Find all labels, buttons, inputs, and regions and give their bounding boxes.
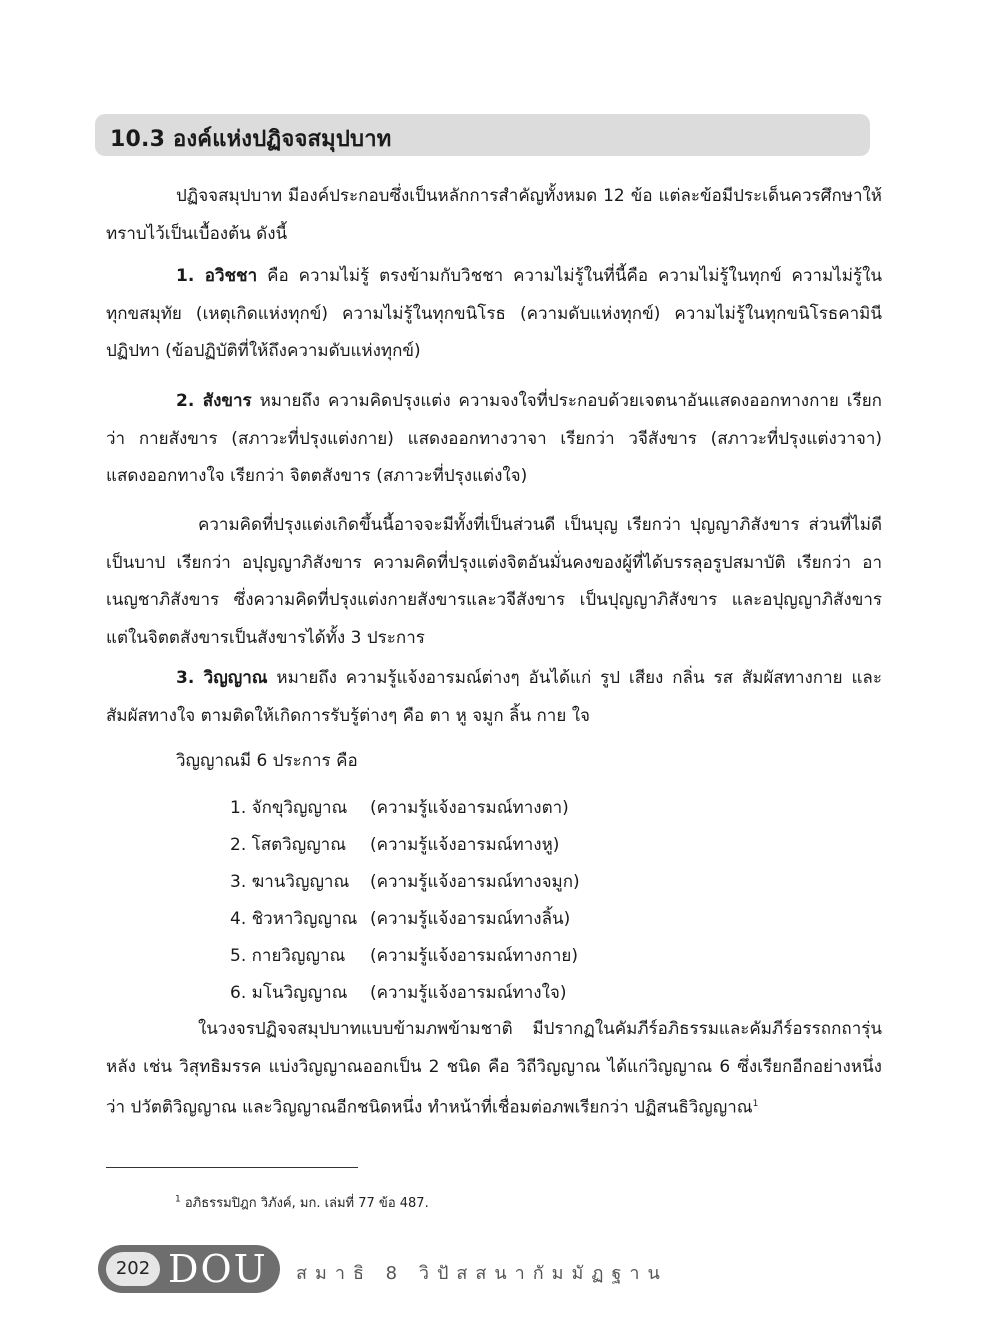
footnote [175, 1192, 429, 1213]
list-item [230, 866, 580, 898]
list-item-name: 4. ชิวหาวิญญาณ [230, 909, 358, 929]
item2-second-paragraph [106, 507, 882, 657]
list-item-name: 1. จักขุวิญญาณ [230, 798, 348, 818]
list-item-desc: (ความรู้แจ้งอารมณ์ทางใจ) [370, 983, 567, 1003]
list-item-desc: (ความรู้แจ้งอารมณ์ทางกาย) [370, 946, 579, 966]
list-item [230, 829, 559, 861]
list-item-desc: (ความรู้แจ้งอารมณ์ทางตา) [370, 798, 569, 818]
footnote-divider [106, 1167, 358, 1168]
list-item-desc: (ความรู้แจ้งอารมณ์ทางจมูก) [370, 872, 580, 892]
item2-text: หมายถึง ความคิดปรุงแต่ง ความจงใจที่ประกอบด้วยเจตนาอันแสดงออกทางกาย เรียกว่า กายสังขาร (สภาวะที่ปรุงแต่งกาย) แสดงออกทางวาจา เรียกว่า วจีสังขาร (สภาวะที่ปรุงแต่งวาจา) แสดงออกทางใจ เรียกว่า จิตตสังขาร (สภาวะที่ปรุงแต่งใจ) [106, 391, 882, 486]
list-item [230, 977, 566, 1009]
item3-paragraph [106, 660, 882, 735]
list-intro: วิญญาณมี 6 ประการ คือ [176, 751, 358, 771]
footnote-text: อภิธรรมปิฎก วิภังค์, มก. เล่มที่ 77 ข้อ 487. [180, 1196, 429, 1211]
list-item-name: 3. ฆานวิญญาณ [230, 872, 350, 892]
list-item-name: 6. มโนวิญญาณ [230, 983, 348, 1003]
item1-text: คือ ความไม่รู้ ตรงข้ามกับวิชชา ความไม่รู้ในที่นี้คือ ความไม่รู้ในทุกข์ ความไม่รู้ในทุกขสมุทัย (เหตุเกิดแห่งทุกข์) ความไม่รู้ในทุกขนิโรธ (ความดับแห่งทุกข์) ความไม่รู้ในทุกขนิโรธคามินีปฏิปทา (ข้อปฏิบัติที่ให้ถึงความดับแห่งทุกข์) [106, 266, 882, 361]
footnote-reference[interactable]: 1 [752, 1099, 759, 1109]
item1-paragraph [106, 258, 882, 371]
list-item-desc: (ความรู้แจ้งอารมณ์ทางลิ้น) [370, 909, 571, 929]
item2-para2-text: ความคิดที่ปรุงแต่งเกิดขึ้นนี้อาจจะมีทั้งที่เป็นส่วนดี เป็นบุญ เรียกว่า ปุญญาภิสังขาร ส่วนที่ไม่ดี เป็นบาป เรียกว่า อปุญญาภิสังขาร ความคิดที่ปรุงแต่งจิตอันมั่นคงของผู้ที่ได้บรรลุอรูปสมาบัติ เรียกว่า อาเนญชาภิสังขาร ซึ่งความคิดที่ปรุงแต่งกายสังขารและวจีสังขาร เป็นปุญญาภิสังขาร และอปุญญาภิสังขาร แต่ในจิตตสังขารเป็นสังขารได้ทั้ง 3 ประการ [106, 515, 882, 648]
list-item-name: 5. กายวิญญาณ [230, 946, 346, 966]
list-item-name: 2. โสตวิญญาณ [230, 835, 347, 855]
brand-logo: DOU [168, 1247, 268, 1291]
closing-paragraph [106, 1011, 882, 1127]
intro-text: ปฏิจจสมุปบาท มีองค์ประกอบซึ่งเป็นหลักการสำคัญทั้งหมด 12 ข้อ แต่ละข้อมีประเด็นควรศึกษาให้ทราบไว้เป็นเบื้องต้น ดังนี้ [106, 186, 882, 244]
item1-heading: 1. อวิชชา [176, 266, 258, 286]
page-number: 202 [106, 1252, 160, 1286]
item2-paragraph [106, 383, 882, 496]
book-title: สมาธิ 8 วิปัสสนากัมมัฏฐาน [296, 1263, 668, 1284]
footnote-mark: 1 [175, 1194, 181, 1205]
list-item [230, 940, 578, 972]
item2-heading: 2. สังขาร [176, 391, 252, 411]
closing-text: ในวงจรปฏิจจสมุปบาทแบบข้ามภพข้ามชาติ มีปรากฏในคัมภีร์อภิธรรมและคัมภีร์อรรถกถารุ่นหลัง เช่น วิสุทธิมรรค แบ่งวิญญาณออกเป็น 2 ชนิด คือ วิถีวิญญาณ ได้แก่วิญญาณ 6 ซึ่งเรียกอีกอย่างหนึ่งว่า ปวัตติวิญญาณ และวิญญาณอีกชนิดหนึ่ง ทำหน้าที่เชื่อมต่อภพเรียกว่า ปฏิสนธิวิญญาณ [106, 1019, 882, 1118]
intro-paragraph [106, 178, 882, 253]
list-item [230, 792, 569, 824]
item3-heading: 3. วิญญาณ [176, 668, 268, 688]
list-item-desc: (ความรู้แจ้งอารมณ์ทางหู) [370, 835, 560, 855]
list-item [230, 903, 570, 935]
section-title: 10.3 องค์แห่งปฏิจจสมุปบาท [110, 127, 392, 152]
item3-text: หมายถึง ความรู้แจ้งอารมณ์ต่างๆ อันได้แก่ รูป เสียง กลิ่น รส สัมผัสทางกาย และสัมผัสทางใจ ตามติดให้เกิดการรับรู้ต่างๆ คือ ตา หู จมูก ลิ้น กาย ใจ [106, 668, 882, 726]
